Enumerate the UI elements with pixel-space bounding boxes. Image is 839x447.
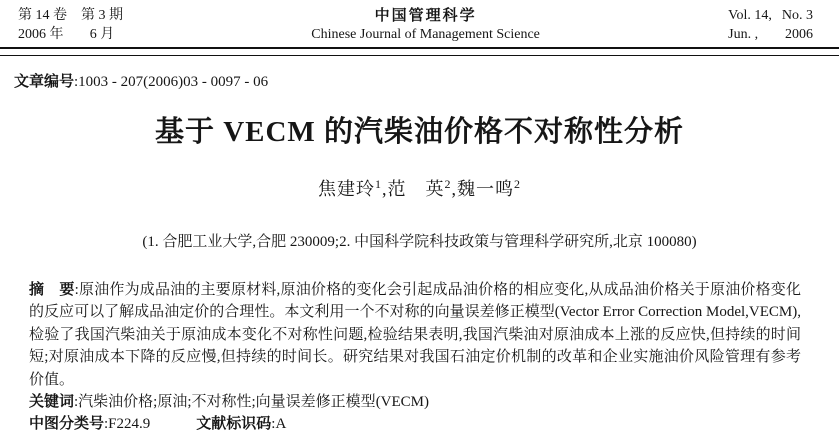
header-divider-rule — [0, 47, 839, 56]
issue-cn: 第 3 期 — [81, 8, 123, 23]
journal-running-head — [0, 0, 839, 45]
month-en: Jun. , — [728, 27, 759, 42]
doc-code-label: 文献标识码 — [196, 415, 272, 433]
author-affiliation-mark: 2 — [514, 177, 521, 191]
abstract-label: 摘 要 — [29, 281, 75, 298]
volume-issue-block-en — [728, 7, 813, 44]
author-separator: , — [382, 179, 388, 199]
volume-issue-block — [18, 7, 123, 44]
journal-name-cn: 中国管理科学 — [374, 7, 477, 24]
article-number-label: 文章编号 — [14, 73, 75, 90]
volume-cn: 第 14 卷 — [18, 8, 67, 23]
year-cn: 2006 年 — [18, 27, 64, 42]
author-affiliation-mark: 2 — [444, 177, 452, 191]
classification-line — [29, 413, 801, 435]
clc-label: 中图分类号 — [29, 415, 105, 433]
article-number-value: :1003 - 207(2006)03 - 0097 - 06 — [74, 74, 269, 90]
author-name: 焦建玲 — [318, 179, 375, 199]
journal-title-block — [311, 7, 540, 44]
abstract-paragraph — [29, 279, 801, 391]
article-number-line — [14, 70, 839, 91]
keywords-line — [29, 391, 801, 413]
volume-en: Vol. 14, — [728, 8, 772, 23]
author-separator: , — [451, 179, 457, 199]
author-name: 魏一鸣 — [457, 179, 514, 199]
affiliations-line: (1. 合肥工业大学,合肥 230009;2. 中国科学院科技政策与管理科学研究所,北京 100080) — [142, 234, 697, 250]
authors-line — [0, 175, 839, 201]
year-en: 2006 — [784, 27, 813, 42]
abstract-text: :原油作为成品油的主要原材料,原油价格的变化会引起成品油价格的相应变化,从成品油价格关于原油价格变化的反应可以了解成品油定价的合理性。本文利用一个不对称的向量误差修正模型(Vector Error Correction Model,VECM),检验了我国汽柴油关于原油成本变化不对称性问题,检验结果表明,我国汽柴油对原油成本上涨的反应快,但持续的时间短;对原油成本下降的反应慢,但持续的时间长。研究结果对我国石油定价机制的改革和企业实施油价风险管理有参考价值。 — [29, 282, 801, 388]
issue-en: No. 3 — [781, 8, 813, 23]
month-cn: 6 月 — [89, 27, 115, 42]
keywords-text: :汽柴油价格;原油;不对称性;向量误差修正模型(VECM) — [74, 394, 430, 411]
keywords-label: 关键词 — [29, 393, 75, 411]
journal-name-en: Chinese Journal of Management Science — [311, 27, 540, 42]
paper-title: 基于 VECM 的汽柴油价格不对称性分析 — [154, 116, 685, 148]
clc-value: :F224.9 — [104, 416, 151, 433]
doc-code-value: :A — [271, 416, 287, 433]
author-name: 范 英 — [387, 179, 445, 199]
author-affiliation-mark: 1 — [375, 177, 382, 191]
